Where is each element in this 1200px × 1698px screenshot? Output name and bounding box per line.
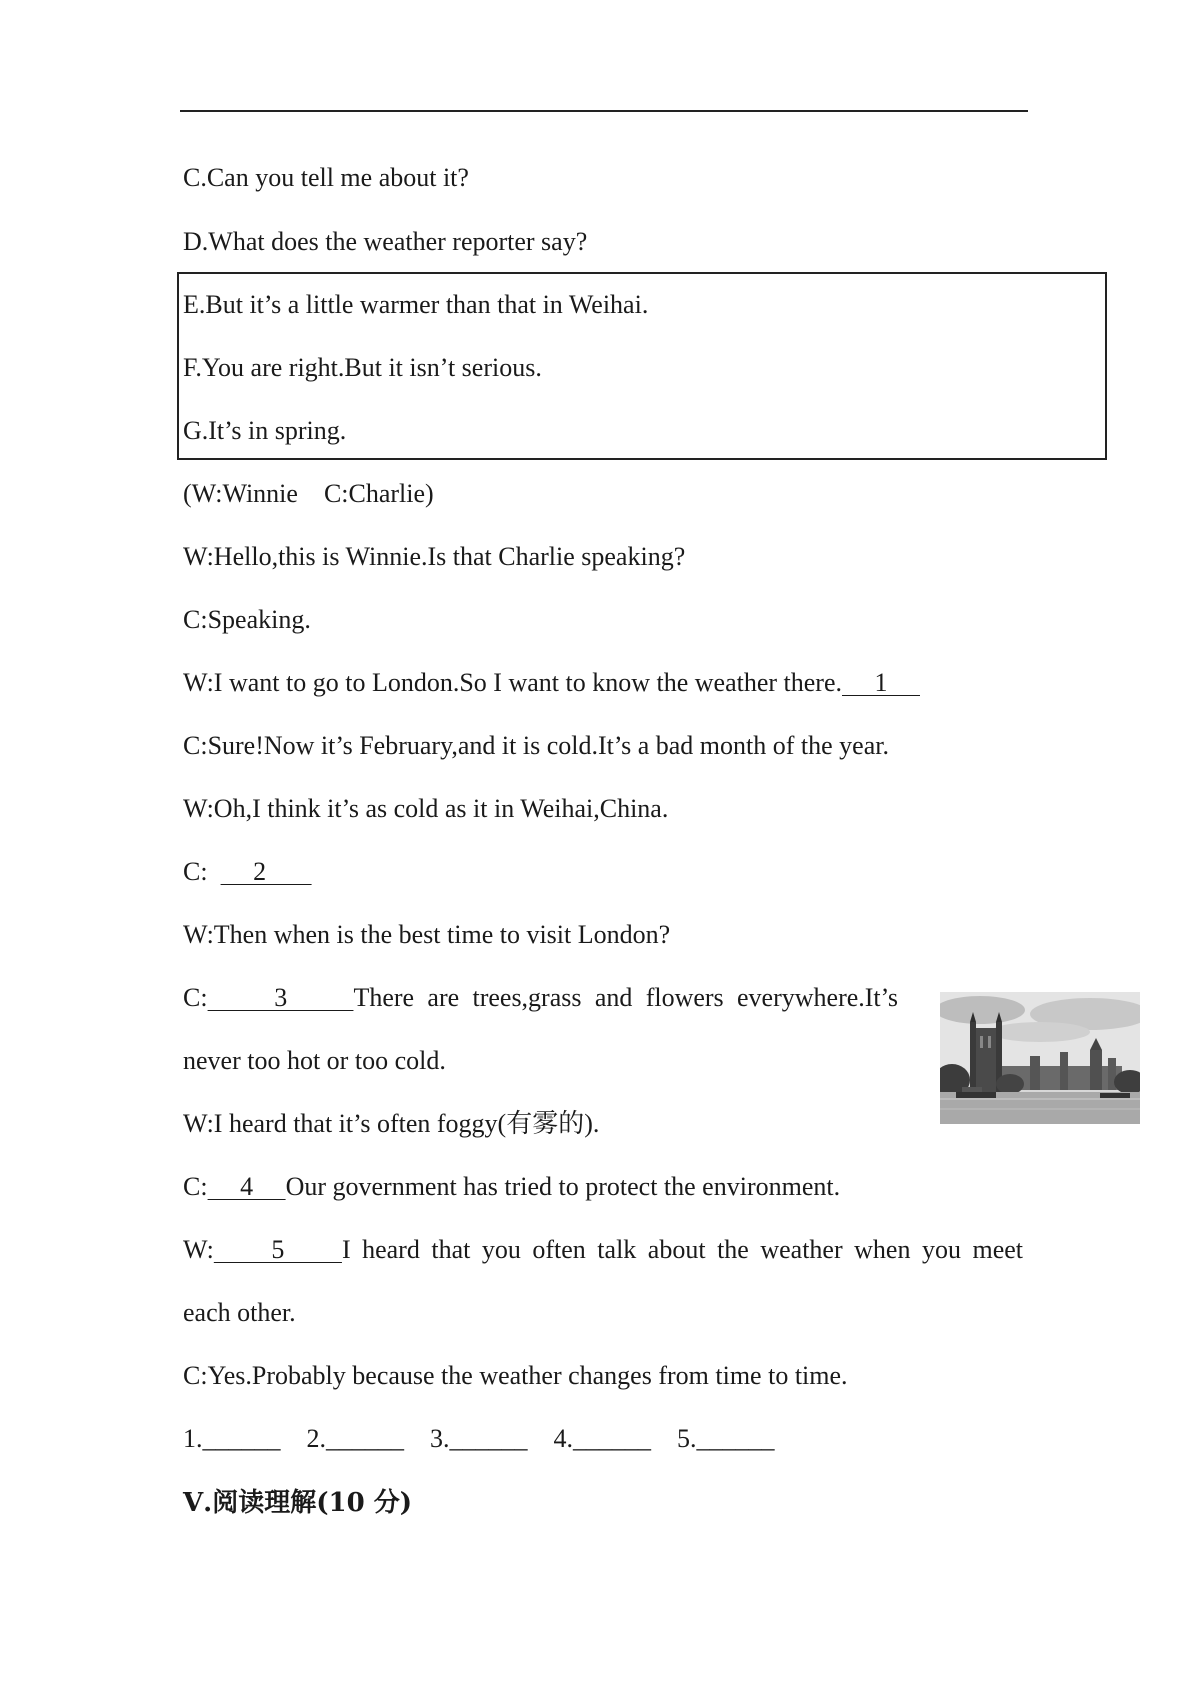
- dialogue-line: [183, 1171, 840, 1203]
- dialogue-text: I heard that you often talk about the weather when you meet: [341, 1235, 1024, 1264]
- dialogue-line: [183, 667, 920, 699]
- speaker-prefix: W:: [183, 1235, 214, 1264]
- top-rule: [180, 110, 1028, 112]
- dialogue-line: W:Hello,this is Winnie.Is that Charlie speaking?: [183, 542, 686, 571]
- dialogue-line: W:Then when is the best time to visit London?: [183, 920, 671, 949]
- option-f: F.You are right.But it isn’t serious.: [183, 353, 542, 382]
- section-heading: Ⅴ.阅读理解(10 分): [183, 1488, 413, 1518]
- dialogue-line: C:Speaking.: [183, 605, 311, 634]
- blank-3: 3: [207, 983, 354, 1012]
- blank-1: 1: [842, 668, 920, 697]
- speaker-prefix: C:: [183, 983, 208, 1012]
- blank-4: 4: [207, 1172, 286, 1201]
- option-g: G.It’s in spring.: [183, 416, 347, 445]
- dialogue-line: [183, 982, 898, 1014]
- dialogue-text: There are trees,grass and flowers everywhere.It’s: [353, 983, 898, 1012]
- dialogue-line: [183, 1234, 1023, 1266]
- option-c: C.Can you tell me about it?: [183, 163, 469, 192]
- dialogue-line: C:Yes.Probably because the weather changes from time to time.: [183, 1361, 848, 1390]
- blank-2: 2: [220, 857, 312, 886]
- dialogue-text: Our government has tried to protect the environment.: [285, 1172, 841, 1201]
- london-photo: [940, 992, 1140, 1124]
- blank-5: 5: [213, 1235, 342, 1264]
- option-e: E.But it’s a little warmer than that in Weihai.: [183, 290, 649, 319]
- dialogue-line: each other.: [183, 1298, 296, 1327]
- answer-line: 1.______ 2.______ 3.______ 4.______ 5.______: [183, 1424, 775, 1453]
- dialogue-line: C:Sure!Now it’s February,and it is cold.It’s a bad month of the year.: [183, 731, 889, 760]
- dialogue-line: [183, 856, 312, 888]
- dialogue-text: W:I want to go to London.So I want to know the weather there.: [183, 668, 842, 697]
- dialogue-line: W:I heard that it’s often foggy(有雾的).: [183, 1109, 600, 1138]
- speakers-note: (W:Winnie C:Charlie): [183, 479, 434, 508]
- option-d: D.What does the weather reporter say?: [183, 227, 588, 256]
- speaker-prefix: C:: [183, 1172, 208, 1201]
- dialogue-line: never too hot or too cold.: [183, 1046, 446, 1075]
- dialogue-line: W:Oh,I think it’s as cold as it in Weihai,China.: [183, 794, 669, 823]
- speaker-prefix: C:: [183, 857, 221, 886]
